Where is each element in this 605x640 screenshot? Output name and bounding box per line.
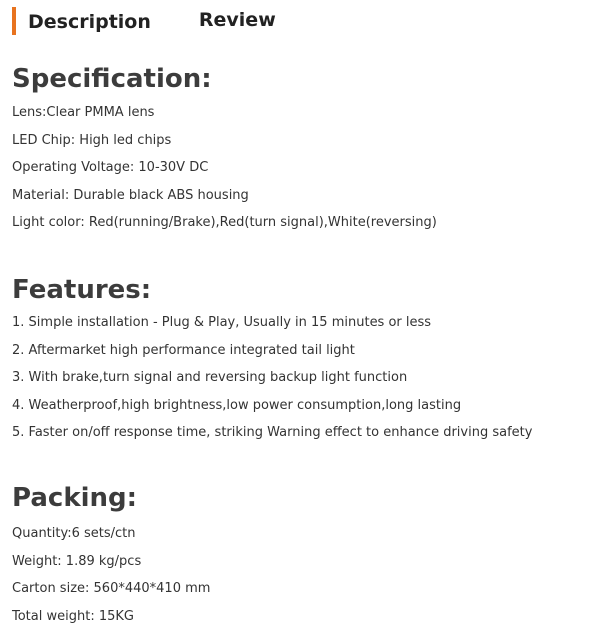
- features-heading: Features:: [12, 275, 152, 305]
- list-item: Light color: Red(running/Brake),Red(turn signal),White(reversing): [12, 215, 437, 230]
- active-tab-indicator: [12, 7, 16, 35]
- list-item: LED Chip: High led chips: [12, 132, 172, 148]
- list-item: Material: Durable black ABS housing: [12, 187, 249, 203]
- features-section: [12, 275, 532, 447]
- list-item: Carton size: 560*440*410 mm: [12, 581, 211, 596]
- specification-heading: Specification:: [12, 64, 212, 94]
- packing-heading: Packing:: [12, 483, 138, 513]
- list-item: 3. With brake,turn signal and reversing backup light function: [12, 370, 408, 385]
- list-item: 1. Simple installation - Plug & Play, Usually in 15 minutes or less: [12, 315, 432, 330]
- list-item: Weight: 1.89 kg/pcs: [12, 553, 142, 569]
- features-list: [12, 309, 532, 447]
- packing-section: [12, 483, 210, 630]
- list-item: Operating Voltage: 10-30V DC: [12, 160, 209, 175]
- list-item: Lens:Clear PMMA lens: [12, 105, 155, 120]
- tab-description[interactable]: Description: [28, 11, 151, 33]
- tab-review[interactable]: Review: [198, 8, 276, 31]
- specification-section: [12, 64, 437, 237]
- list-item: 2. Aftermarket high performance integrated tail light: [12, 342, 355, 358]
- product-tabs: [12, 6, 276, 36]
- packing-list: [12, 520, 210, 630]
- list-item: 5. Faster on/off response time, striking Warning effect to enhance driving safety: [12, 425, 533, 440]
- list-item: Quantity:6 sets/ctn: [12, 526, 136, 541]
- list-item: Total weight: 15KG: [12, 608, 134, 624]
- specification-list: [12, 99, 437, 237]
- list-item: 4. Weatherproof,high brightness,low power consumption,long lasting: [12, 397, 462, 413]
